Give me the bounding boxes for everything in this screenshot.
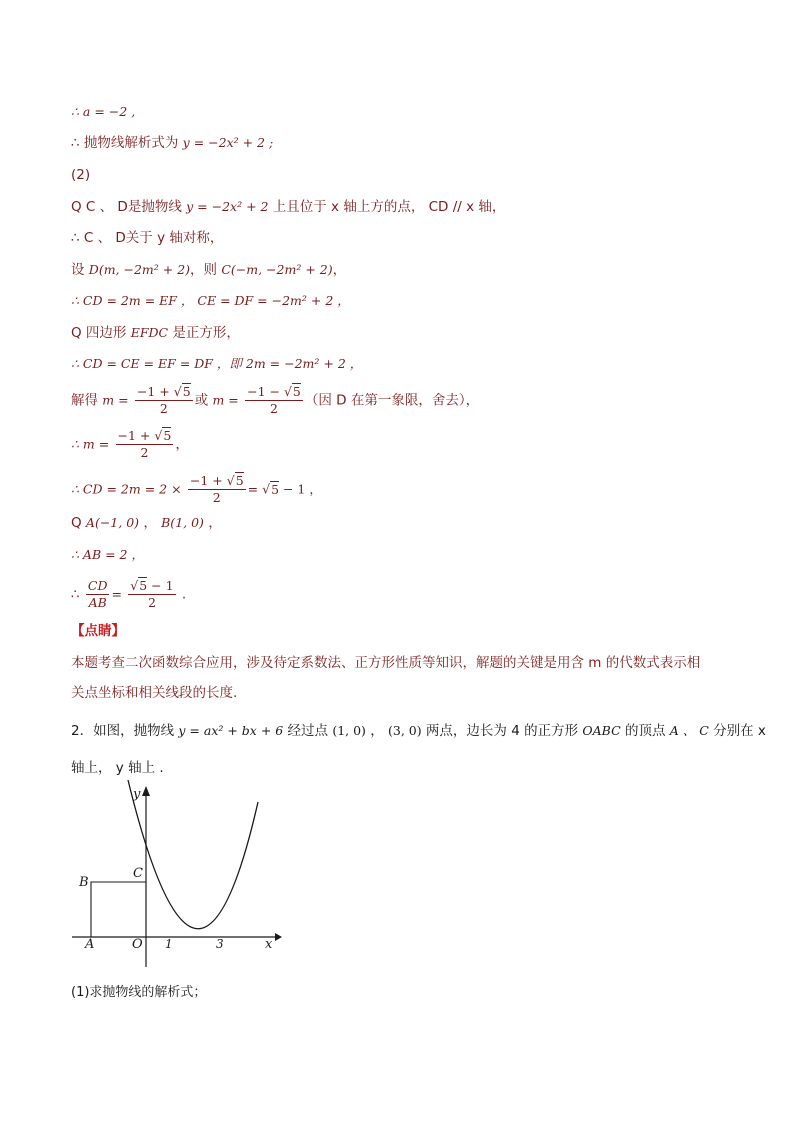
y-axis-arrow [142,786,150,796]
math-a-equals: ∴ a = −2 , [71,104,136,119]
math-point-c: C(−m, −2m² + 2) [221,262,333,277]
line-symmetry [71,228,223,248]
text: Q [71,515,86,531]
text: 2．如图，抛物线 [71,723,179,739]
text: 分别在 x [708,723,766,739]
text: ， [203,515,222,531]
text: . [177,586,187,603]
text: 是正方形， [168,325,240,341]
math-m: m = [102,392,129,408]
denominator: AB [88,595,107,610]
math-m: m = [212,392,239,408]
denominator: 2 [212,490,221,505]
denominator: 2 [159,401,168,416]
text: Q C 、 D是抛物线 [71,199,187,215]
math-lengths: ∴ CD = 2m = EF ， CE = DF = −2m² + 2 ， [71,293,350,308]
line-ab-value [71,545,144,565]
sqrt-five: 5 [182,384,191,399]
numerator: CD [87,578,108,593]
line-solve [71,384,479,417]
line-cd-value: ∴ CD = 2m = 2 × $\frac{-1 + √5}{2}$ = √5 − 1 ， [71,473,322,505]
line-ratio [71,578,186,611]
math-efdc: EFDC [130,325,169,340]
label-x: x [265,937,273,952]
line-lengths [71,291,350,311]
math-m: ∴ m = [71,436,110,452]
math-equals: = [247,481,263,497]
note-text [71,648,726,708]
text: 的顶点 [620,723,670,739]
label-B: B [79,875,89,890]
numerator: −1 + [117,428,155,443]
text: ∴ 抛物线解析式为 [71,135,183,151]
label-1: 1 [165,937,173,951]
text: 两点，边长为 4 的正方形 [421,723,583,739]
math-oabc: OABC [582,723,621,738]
math-cd: ∴ CD = 2m = 2 × [71,481,182,497]
line-equation [71,354,362,374]
math-equal-sides: ∴ CD = CE = EF = DF ，即 [71,356,246,371]
text: ， [139,515,162,531]
fraction-ratio-result: $\frac{√5 - 1}{2}$ [130,578,174,610]
math-parabola: y = −2x² + 2 [186,199,269,214]
text: ∴ C 、 D关于 y 轴对称， [71,230,224,246]
sub-question-1: (1)求抛物线的解析式； [71,985,207,1000]
sqrt-five: 5 [235,473,244,488]
text: ∴ [71,586,84,603]
line-cd-points [71,197,505,217]
math-equation: 2m = −2m² + 2 ， [245,356,363,371]
label-O: O [132,937,143,952]
math-point-d: D(m, −2m² + 2) [88,262,191,277]
text: （因 D 在第一象限，舍去）， [304,392,480,409]
text: Q 四边形 [71,325,131,341]
math-parabola: y = ax² + bx + 6 [178,723,284,738]
line-m-value [71,428,189,461]
sqrt-five: 5 [292,384,301,399]
sqrt-five: 5 [163,428,172,443]
parabola-figure [60,780,290,980]
label-y: y [133,787,141,802]
line-square [71,323,240,343]
fraction-cd: $\frac{-1 + √5}{2}$ [189,473,244,505]
fraction-m: $\frac{-1 + √5}{2}$ [117,428,172,460]
label-A: A [85,937,95,952]
text: ， [332,262,347,278]
text: 或 [194,392,213,409]
fraction-cd-ab [86,578,110,611]
numerator: −1 + [189,473,227,488]
denominator: 2 [147,595,156,610]
numerator: − 1 [147,578,174,593]
line-let-d [71,260,346,280]
x-axis-arrow [275,933,282,941]
label-3: 3 [216,937,224,951]
math-equals: = [111,586,122,602]
line-points-ab [71,513,222,533]
math-minus-one: − 1 ， [279,481,322,497]
text: 解得 [71,392,103,409]
math-parabola: y = −2x² + 2 ; [182,135,274,150]
part-2-label [71,165,90,185]
text: ，则 [190,262,222,278]
numerator: −1 + [136,384,174,399]
text: 上且位于 x 轴上方的点， CD // x 轴， [268,199,506,215]
text: ， [175,436,189,453]
line-a-value [71,102,135,122]
text: ， [365,723,389,739]
text: 轴上， y 轴上 . [71,760,164,776]
math-point-a: A(−1, 0) [85,515,140,530]
text: 设 [71,262,89,278]
square-oabc [91,882,146,937]
problem-2-line-2 [71,758,164,778]
math-ac: A 、 C [669,723,709,738]
denominator: 2 [270,401,278,416]
part-number: (2) [71,167,91,183]
denominator: 2 [140,445,149,460]
note-heading: 【点睛】 [71,623,125,639]
fraction-negative-root: $\frac{-1 - √5}{2}$ [247,384,301,416]
note-line-1: 本题考查二次函数综合应用，涉及待定系数法、正方形性质等知识，解题的关键是用含 m 的代数式表示相 [71,655,701,671]
numerator: −1 − [247,384,284,399]
label-C: C [133,866,143,881]
sqrt-five: 5 [271,481,280,497]
note-line-2: 关点坐标和相关线段的长度. [71,685,238,701]
text: 经过点 [283,723,333,739]
math-point-b: B(1, 0) [161,515,204,530]
sqrt-five: 5 [139,578,148,593]
line-parabola-result [71,133,273,153]
fraction-positive-root: $\frac{-1 + √5}{2}$ [136,384,191,416]
problem-2-line-1 [71,721,766,741]
math-ab: ∴ AB = 2 ， [71,547,144,562]
math-point: (3, 0) [388,723,422,738]
parabola-curve [128,780,258,929]
math-point: (1, 0) [332,723,366,738]
